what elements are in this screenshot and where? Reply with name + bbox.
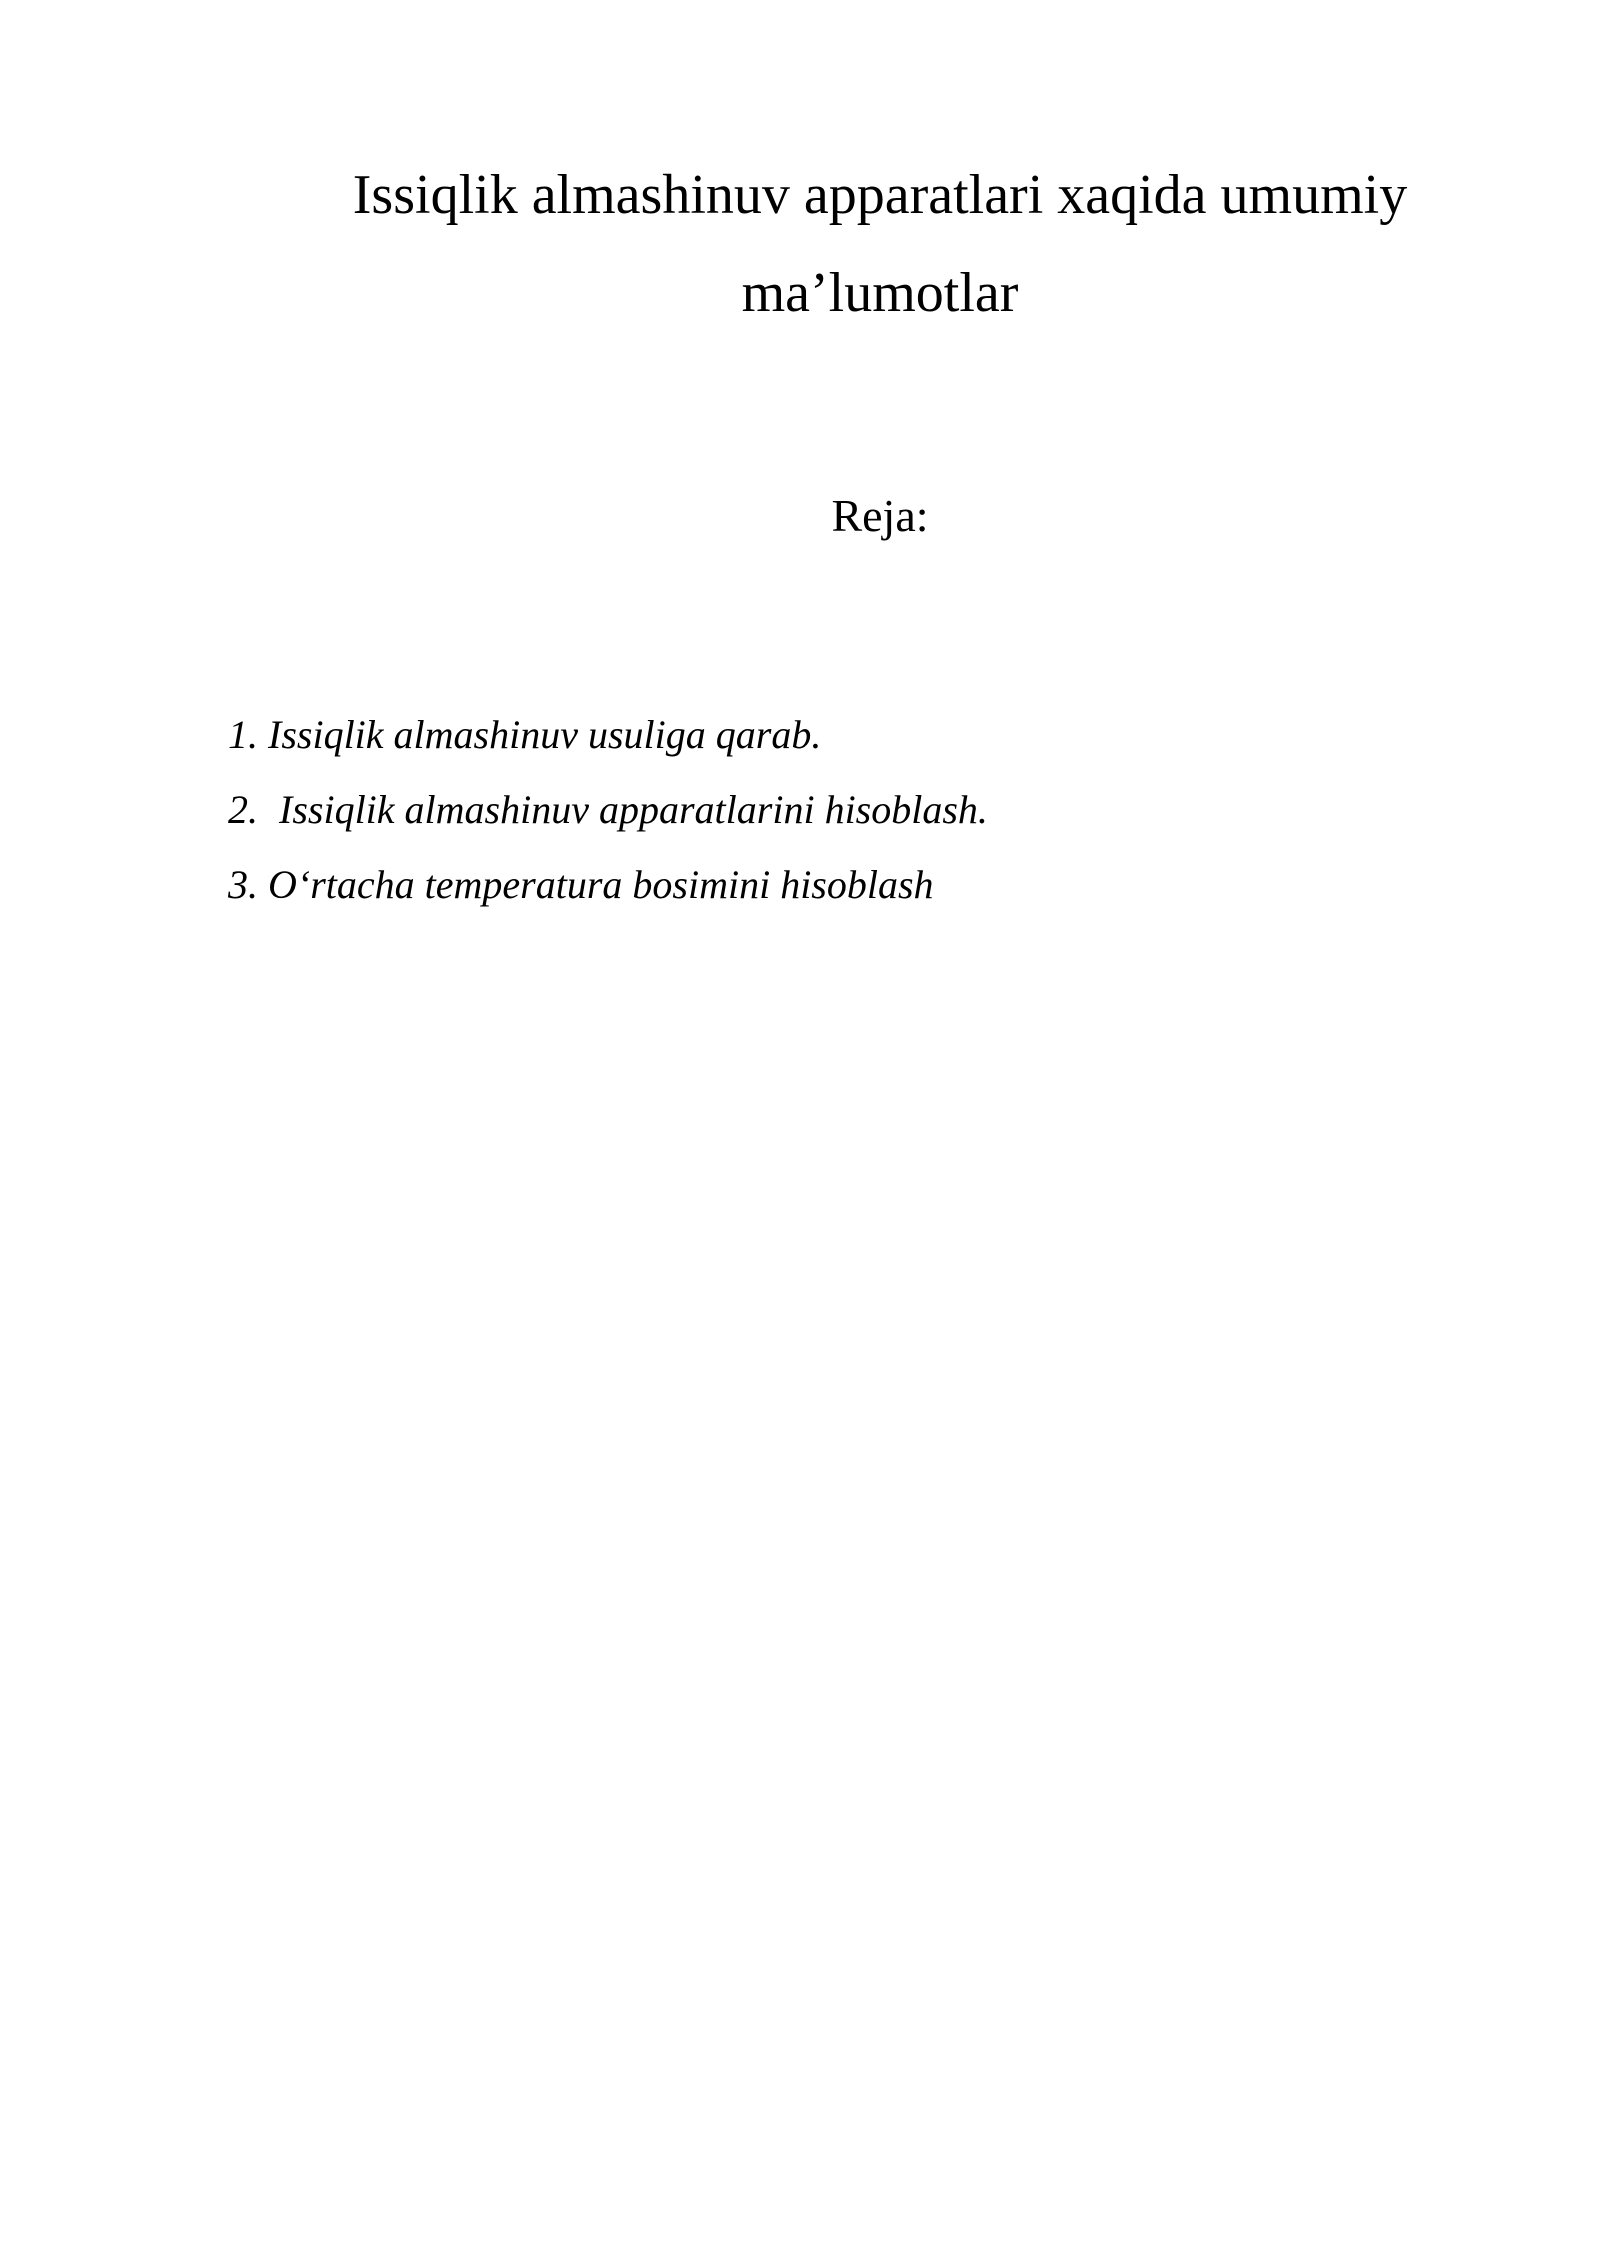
plan-list-item bbox=[228, 847, 988, 922]
plan-item-text: Issiqlik almashinuv apparatlarini hisoblash. bbox=[279, 787, 988, 832]
document-title-line-2: ma’lumotlar bbox=[741, 262, 1019, 324]
plan-list-item bbox=[228, 697, 988, 772]
plan-list-item bbox=[228, 772, 988, 847]
plan-list bbox=[228, 697, 988, 922]
document-title bbox=[300, 146, 1460, 342]
plan-item-number: 2. bbox=[228, 787, 258, 832]
plan-heading: Reja: bbox=[831, 490, 929, 541]
plan-item-number: 3. bbox=[228, 862, 258, 907]
plan-item-number: 1. bbox=[228, 712, 258, 757]
plan-item-text: Issiqlik almashinuv usuliga qarab. bbox=[268, 712, 822, 757]
plan-item-text: O‘rtacha temperatura bosimini hisoblash bbox=[268, 862, 934, 907]
document-title-line-1: Issiqlik almashinuv apparatlari xaqida umumiy bbox=[352, 164, 1408, 226]
